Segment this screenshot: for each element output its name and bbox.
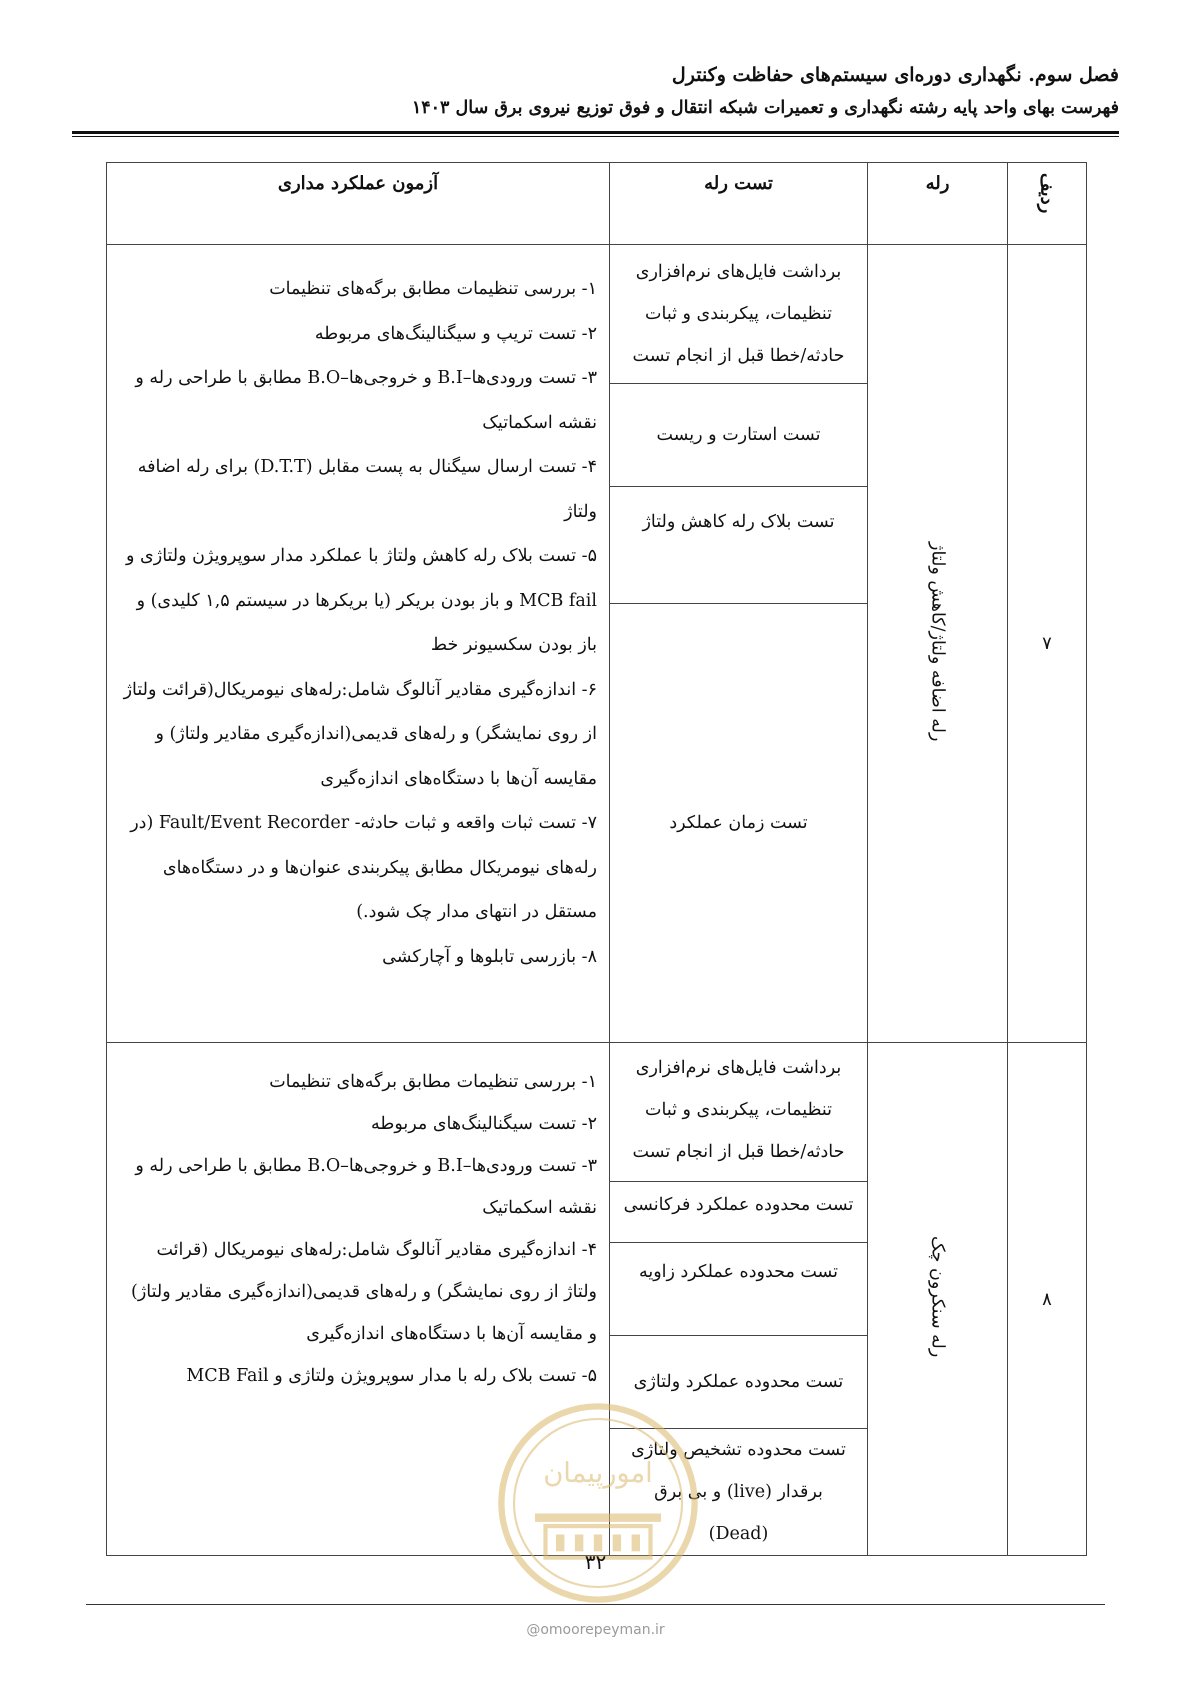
relay-test-cell: تست محدوده عملکرد زاویه xyxy=(610,1243,868,1336)
circuit-tests-cell xyxy=(107,245,610,1043)
relay-test-cell: تست استارت و ریست xyxy=(610,384,868,487)
circuit-test-item: ۲- تست سیگنالینگ‌های مربوطه xyxy=(371,1114,597,1134)
relay-name: رله سنکرون چک xyxy=(868,1043,1008,1556)
circuit-test-item: ۴- تست ارسال سیگنال به پست مقابل (D.T.T) برای رله اضافه ولتاژ xyxy=(137,457,597,522)
footer-rule xyxy=(86,1604,1105,1605)
svg-text:امورپیمان: امورپیمان xyxy=(543,1458,653,1489)
circuit-test-item: ۳- تست ورودی‌ها–B.I و خروجی‌ها–B.O مطابق با طراحی رله و نقشه اسکماتیک xyxy=(135,368,597,433)
circuit-test-item: ۸- بازرسی تابلوها و آچارکشی xyxy=(382,946,597,967)
col-header-row-no: ردیف xyxy=(1008,163,1087,245)
row-number: ۸ xyxy=(1008,1043,1087,1556)
col-header-relay-test: تست رله xyxy=(610,163,868,245)
table-header-row xyxy=(107,163,1087,245)
header-rule-thin xyxy=(72,136,1119,137)
circuit-test-item: ۱- بررسی تنظیمات مطابق برگه‌های تنظیمات xyxy=(269,1072,597,1092)
table-row xyxy=(107,245,1087,384)
relay-test-cell: برداشت فایل‌های نرم‌افزاری تنظیمات، پیکربندی و ثبات حادثه/خطا قبل از انجام تست xyxy=(610,1043,868,1182)
seal-watermark xyxy=(493,1398,703,1608)
watermark-text: @omoorepeyman.ir xyxy=(526,1622,665,1638)
maintenance-table xyxy=(106,162,1087,1556)
col-header-circuit-test: آزمون عملکرد مداری xyxy=(107,163,610,245)
circuit-test-item: ۴- اندازه‌گیری مقادیر آنالوگ شامل:رله‌های نیومریکال (قرائت ولتاژ از روی نمایشگر) و رله‌های قدیمی(اندازه‌گیری مقادیر ولتاژ) و مقایسه آن‌ها با دستگاه‌های اندازه‌گیری xyxy=(131,1240,597,1344)
circuit-test-item: ۶- اندازه‌گیری مقادیر آنالوگ شامل:رله‌های نیومریکال(قرائت ولتاژ از روی نمایشگر) و رله‌های قدیمی(اندازه‌گیری مقادیر ولتاژ) و مقایسه آن‌ها با دستگاه‌های اندازه‌گیری xyxy=(123,679,597,789)
relay-test-cell: تست محدوده تشخیص ولتاژی برقدار (live) و بی برق (Dead) xyxy=(610,1429,868,1556)
relay-name: رله اضافه ولتاژ/کاهش ولتاژ xyxy=(868,245,1008,1043)
circuit-test-item: ۵- تست بلاک رله کاهش ولتاژ با عملکرد مدار سوپرویژن ولتاژی و MCB fail و باز بودن بریکر (یا بریکرها در سیستم ۱,۵ کلیدی) و باز بودن سکسیونر خط xyxy=(126,546,597,655)
header-rule-thick xyxy=(72,131,1119,134)
page-header xyxy=(72,58,1119,124)
table-row xyxy=(107,1043,1087,1182)
relay-test-cell: برداشت فایل‌های نرم‌افزاری تنظیمات، پیکربندی و ثبات حادثه/خطا قبل از انجام تست xyxy=(610,245,868,384)
relay-test-cell: تست محدوده عملکرد فرکانسی xyxy=(610,1182,868,1243)
relay-test-cell: تست بلاک رله کاهش ولتاژ xyxy=(610,487,868,604)
circuit-test-item: ۳- تست ورودی‌ها–B.I و خروجی‌ها–B.O مطابق با طراحی رله و نقشه اسکماتیک xyxy=(135,1156,597,1218)
chapter-title: فصل سوم. نگهداری دوره‌ای سیستم‌های حفاظت وکنترل xyxy=(671,64,1119,86)
document-subtitle: فهرست بهای واحد پایه رشته نگهداری و تعمیرات شبکه انتقال و فوق توزیع نیروی برق سال ۱۴۰۳ xyxy=(411,98,1119,118)
col-header-relay: رله xyxy=(868,163,1008,245)
circuit-test-item: ۷- تست ثبات واقعه و ثبات حادثه- Fault/Event Recorder (در رله‌های نیومریکال مطابق پیکربندی عنوان‌ها و در دستگاه‌های مستقل در انتهای مدار چک شود.) xyxy=(130,813,597,922)
circuit-test-item: ۲- تست تریپ و سیگنالینگ‌های مربوطه xyxy=(314,323,597,344)
relay-test-cell: تست محدوده عملکرد ولتاژی xyxy=(610,1336,868,1429)
relay-test-cell: تست زمان عملکرد xyxy=(610,604,868,1043)
row-number: ۷ xyxy=(1008,245,1087,1043)
circuit-test-item: ۱- بررسی تنظیمات مطابق برگه‌های تنظیمات xyxy=(269,279,597,299)
circuit-test-item: ۵- تست بلاک رله با مدار سوپرویژن ولتاژی و MCB Fail xyxy=(186,1366,597,1386)
page-number: ۳۲ xyxy=(584,1550,607,1574)
